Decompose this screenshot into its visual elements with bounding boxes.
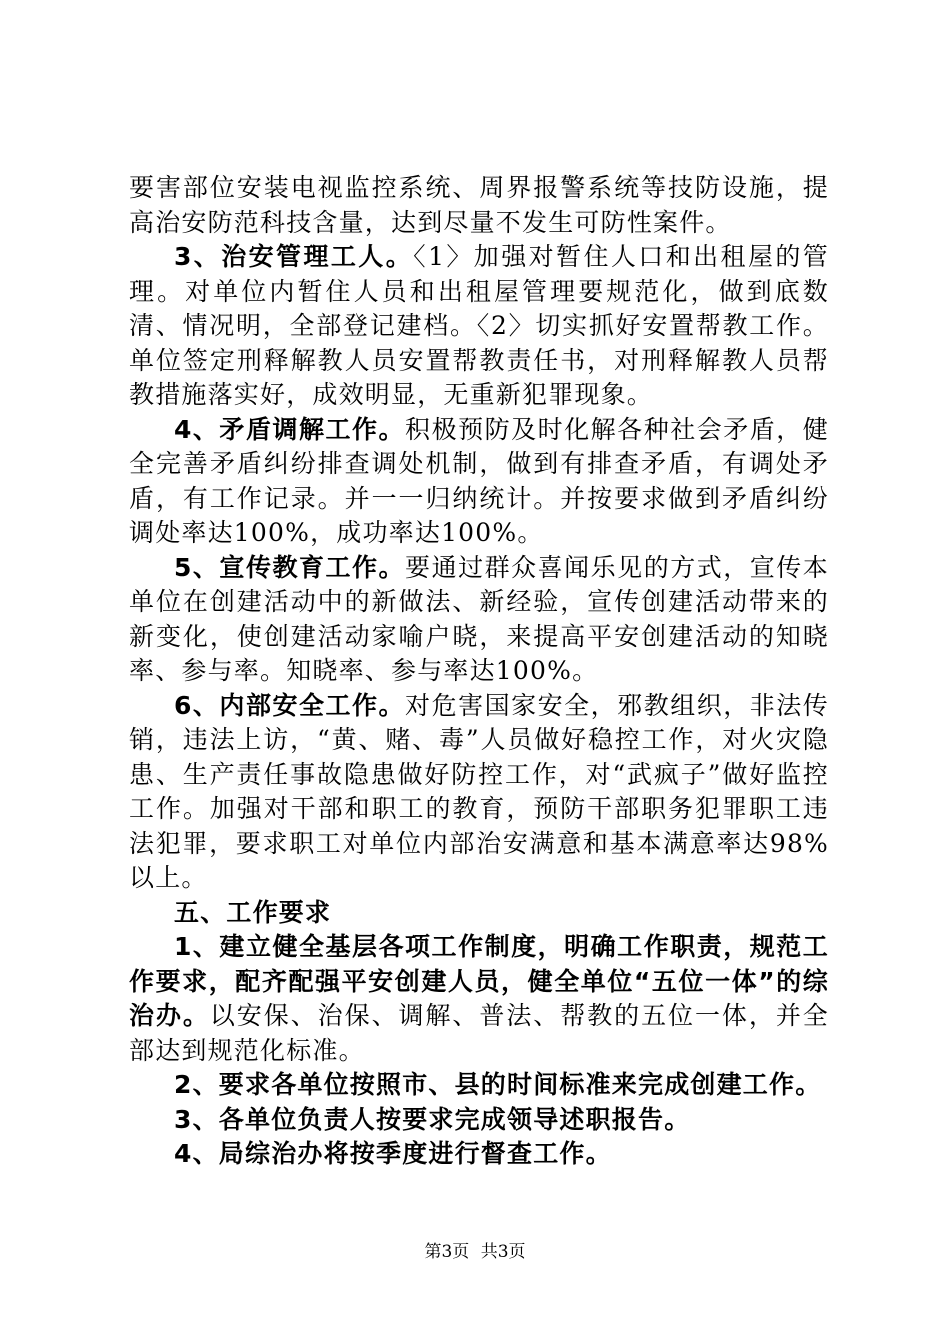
paragraph-text: 对危害国家安全，邪教组织，非法传销，违法上访，“黄、赌、毒”人员做好稳控工作，对火灾隐患、生产责任事故隐患做好防控工作，对“武疯子”做好监控工作。加强对干部和职工的教育，预防干部职务犯罪职工违法犯罪，要求职工对单位内部治安满意和基本满意率达98%以上。 — [129, 690, 829, 892]
paragraph-text: 〈1〉加强对暂住人口和出租屋的管理。对单位内暂住人员和出租屋管理要规范化，做到底数清、情况明，全部登记建档。〈2〉切实抓好安置帮教工作。单位签定刑释解教人员安置帮教责任书，对刑释解教人员帮教措施落实好，成效明显，无重新犯罪现象。 — [129, 242, 830, 409]
page-total: 共3页 — [480, 1242, 526, 1262]
section-heading-text: 五、工作要求 — [174, 897, 332, 927]
paragraph-text: 要通过群众喜闻乐见的方式，宣传本单位在创建活动中的新做法、新经验，宣传创建活动带来的新变化，使创建活动家喻户晓，来提高平安创建活动的知晓率、参与率。知晓率、参与率达100%。 — [129, 552, 829, 685]
paragraph-heading: 5、宣传教育工作。 — [174, 552, 406, 582]
paragraph-heading: 4、矛盾调解工作。 — [174, 414, 406, 444]
paragraph — [129, 413, 829, 551]
paragraph-text: 要害部位安装电视监控系统、周界报警系统等技防设施，提高治安防范科技含量，达到尽量不发生可防性案件。 — [129, 173, 829, 237]
paragraph-heading: 2、要求各单位按照市、县的时间标准来完成创建工作。 — [174, 1070, 822, 1099]
paragraph-text: 以安保、治保、调解、普法、帮教的五位一体，并全部达到规范化标准。 — [129, 1001, 829, 1065]
paragraph-heading: 3、各单位负责人按要求完成领导述职报告。 — [174, 1104, 691, 1134]
paragraph — [129, 240, 829, 413]
page-number: 第3页 — [424, 1242, 470, 1262]
paragraph — [129, 1103, 829, 1138]
paragraph — [129, 930, 829, 1068]
document-body — [129, 171, 829, 1172]
section-heading — [129, 896, 829, 931]
paragraph-heading: 6、内部安全工作。 — [174, 690, 406, 720]
paragraph — [129, 1068, 829, 1103]
paragraph-text: 积极预防及时化解各种社会矛盾，健全完善矛盾纠纷排查调处机制，做到有排查矛盾，有调处矛盾，有工作记录。并一一归纳统计。并按要求做到矛盾纠纷调处率达100%，成功率达100%。 — [129, 414, 829, 547]
paragraph-heading: 3、治安管理工人。 — [174, 242, 414, 271]
paragraph — [129, 689, 829, 896]
page-footer — [0, 1241, 950, 1263]
paragraph — [129, 551, 829, 689]
paragraph-heading: 4、局综治办将按季度进行督查工作。 — [174, 1139, 612, 1168]
paragraph-heading: 1、建立健全基层各项工作制度，明确工作职责，规范工作要求，配齐配强平安创建人员，健全单位“五位一体”的综治办。 — [129, 932, 829, 1030]
paragraph — [129, 1137, 829, 1172]
paragraph — [129, 171, 829, 240]
